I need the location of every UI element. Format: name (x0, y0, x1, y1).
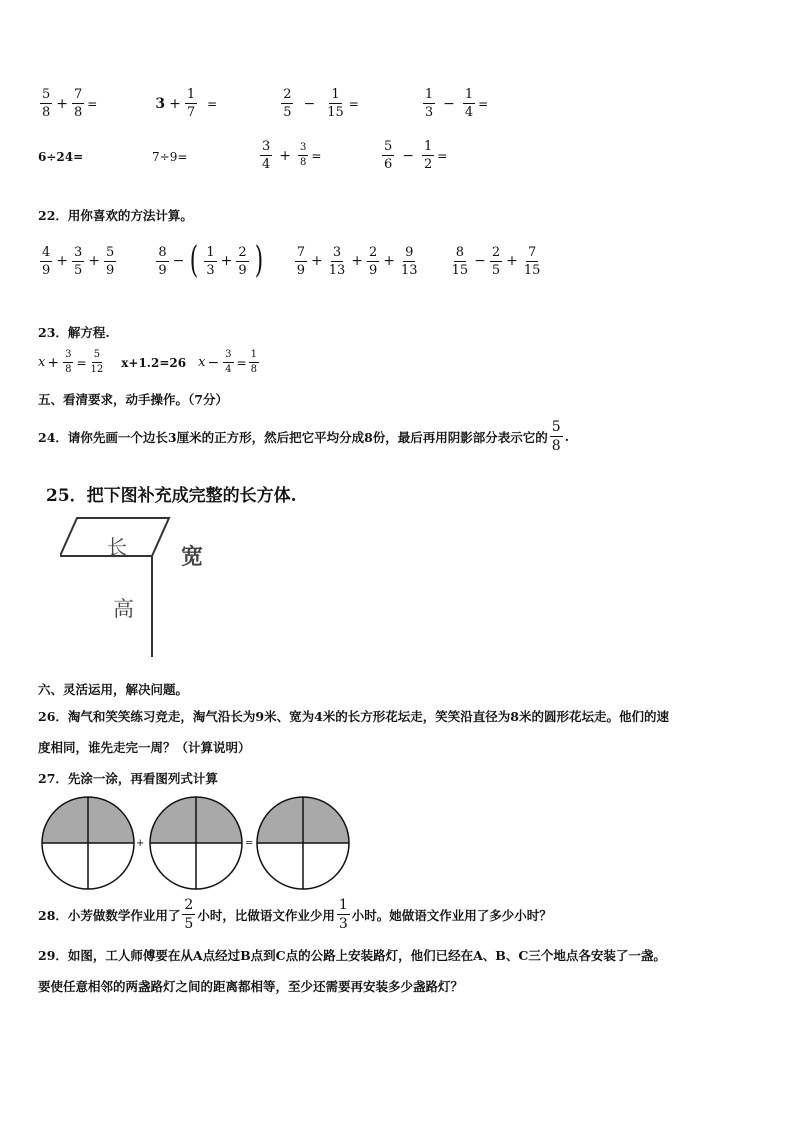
q23-title: 23．解方程. (38, 325, 110, 340)
label-height: 高 (113, 597, 134, 621)
fraction: $\frac{3}{4}$ (225, 349, 232, 375)
section-5-heading: 五、看清要求，动手操作。（7分） (38, 392, 228, 407)
circle-3 (257, 797, 349, 889)
fraction: $\frac{1}{4}$ (464, 87, 474, 120)
fraction: $\frac{5}{8}$ (42, 87, 51, 120)
fraction: $\frac{8}{9}$ (158, 244, 167, 278)
fraction: $\frac{7}{9}$ (296, 244, 305, 278)
fraction: $\frac{3}{8}$ (300, 142, 307, 168)
q23-exprs (38, 350, 261, 375)
fraction: $\frac{2}{5}$ (491, 244, 501, 278)
q22-expr-1: $\frac{4}{9}$ + $\frac{3}{5}$ + $\frac{5}{9}$ (42, 244, 115, 278)
fraction: $\frac{3}{4}$ (262, 139, 271, 172)
fraction: $\frac{5}{9}$ (106, 244, 115, 278)
cuboid-figure (60, 512, 220, 662)
expr-r1-1: $\frac{5}{8}$ + $\frac{7}{8}$ = (42, 87, 98, 120)
fraction: $\frac{1}{3}$ (206, 244, 215, 278)
q28: 28．小芳做数学作业用了 $\frac{2}{5}$ 小时，比做语文作业少用 $\frac{1}{3}$ 小时。她做语文作业用了多少小时？ (38, 897, 552, 932)
fraction: $\frac{2}{5}$ (283, 87, 292, 120)
section-6-heading: 六、灵活运用，解决问题。 (38, 682, 189, 697)
q26-line1: 26．淘气和笑笑练习竞走，淘气沿长为9米、宽为4米的长方形花坛走，笑笑沿直径为8米的圆形花坛走。他们的速 (38, 709, 669, 724)
label-length: 长 (107, 535, 127, 559)
fraction: $\frac{5}{12}$ (90, 349, 104, 375)
expr-r2-1: 6÷24= (38, 150, 84, 164)
expr-r1-2: 3 + $\frac{1}{7}$ = (155, 87, 218, 120)
q22-exprs (38, 240, 544, 281)
expr-r2-2: 7÷9= (152, 150, 188, 164)
q24: 24．请你先画一个边长3厘米的正方形，然后把它平均分成8份，最后再用阴影部分表示它的 $\frac{5}{8}$ . (38, 419, 570, 454)
fraction: $\frac{7}{8}$ (74, 87, 83, 120)
q29-line2: 要使任意相邻的两盏路灯之间的距离都相等，至少还需要再安装多少盏路灯？ (38, 979, 464, 994)
q22-expr-3: $\frac{7}{9}$ + $\frac{3}{13}$ + $\frac{2}{9}$ + $\frac{9}{13}$ (296, 244, 418, 278)
fraction: $\frac{3}{8}$ (65, 349, 72, 375)
plus-sign: + (136, 838, 145, 849)
fraction: $\frac{1}{15}$ (327, 87, 344, 120)
circle-1 (42, 797, 134, 889)
fraction: $\frac{1}{8}$ (250, 349, 257, 375)
fraction: $\frac{3}{13}$ (328, 244, 346, 278)
fraction: $\frac{2}{5}$ (184, 897, 194, 932)
fraction: $\frac{1}{3}$ (338, 897, 348, 932)
fraction: $\frac{5}{6}$ (384, 139, 393, 172)
fraction: $\frac{2}{9}$ (238, 244, 247, 278)
fraction: $\frac{1}{7}$ (186, 87, 196, 120)
label-width: 宽 (181, 544, 204, 570)
circle-2 (150, 797, 242, 889)
expr-r2-4: $\frac{5}{6}$ − $\frac{1}{2}$ = (384, 139, 448, 172)
equals-sign: = (245, 838, 254, 849)
q22-title: 22．用你喜欢的方法计算。 (38, 208, 193, 223)
fraction: $\frac{2}{9}$ (369, 244, 378, 278)
q23-expr-2: x+1.2=26 (121, 355, 187, 370)
q25-title: 25．把下图补充成完整的长方体. (46, 486, 297, 506)
q29-line1: 29．如图，工人师傅要在从A点经过B点到C点的公路上安装路灯，他们已经在A、B、C三个地点各安装了一盏。 (38, 948, 666, 963)
q23-expr-1: x + $\frac{3}{8}$ = $\frac{5}{12}$ (38, 349, 104, 375)
q22-expr-4: $\frac{8}{15}$ − $\frac{2}{5}$ + $\frac{7}{15}$ (451, 244, 541, 278)
fraction: $\frac{1}{3}$ (424, 87, 434, 120)
fraction: $\frac{1}{2}$ (424, 139, 433, 172)
q22-expr-2: $\frac{8}{9}$ − ( $\frac{1}{3}$ + $\frac{2}{9}$ ) (158, 240, 263, 281)
q27-circles (38, 795, 358, 895)
q23-expr-3: x − $\frac{3}{4}$ = $\frac{1}{8}$ (198, 349, 257, 375)
fraction: $\frac{7}{15}$ (523, 244, 541, 278)
fraction: $\frac{4}{9}$ (42, 244, 51, 278)
calc-row-1 (38, 88, 488, 119)
fraction: $\frac{8}{15}$ (451, 244, 469, 278)
expr-r1-4: $\frac{1}{3}$ − $\frac{1}{4}$ = (424, 87, 489, 120)
q26-line2: 度相同，谁先走完一周？（计算说明） (38, 740, 251, 755)
expr-r2-3: $\frac{3}{4}$ + $\frac{3}{8}$ = (262, 139, 322, 172)
q27-title: 27．先涂一涂，再看图列式计算 (38, 771, 218, 786)
fraction: $\frac{9}{13}$ (401, 244, 418, 278)
fraction: $\frac{3}{5}$ (74, 244, 83, 278)
fraction: $\frac{5}{8}$ (551, 419, 561, 454)
expr-r1-3: $\frac{2}{5}$ − $\frac{1}{15}$ = (283, 87, 359, 120)
